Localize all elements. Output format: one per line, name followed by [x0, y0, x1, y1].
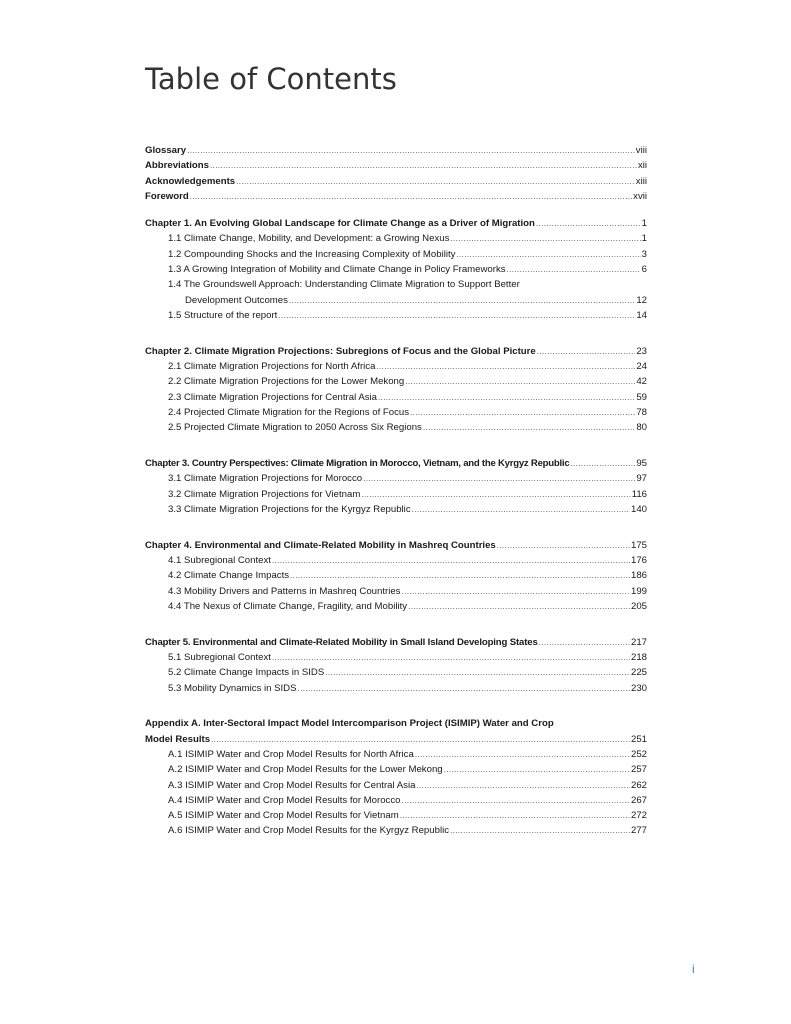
toc-section-label: 2.2 Climate Migration Projections for the Lower Mekong [168, 376, 405, 388]
toc-section-label: 4.4 The Nexus of Climate Change, Fragility, and Mobility [168, 600, 408, 612]
toc-entry-glossary[interactable] [145, 143, 647, 158]
toc-page-number: 251 [630, 733, 647, 745]
toc-section-1-1[interactable] [145, 231, 647, 246]
toc-page-number: 175 [630, 539, 647, 551]
toc-appendix-title: Appendix A. Inter-Sectoral Impact Model Intercomparison Project (ISIMIP) Water and Crop [145, 718, 554, 730]
dot-leader [401, 793, 630, 808]
toc-entry-label: Acknowledgements [145, 175, 236, 187]
toc-section-2-2[interactable] [145, 374, 647, 389]
toc-page-number: 205 [630, 600, 647, 612]
toc-page-number: 186 [630, 570, 647, 582]
toc-section-label: 1.2 Compounding Shocks and the Increasing Complexity of Mobility [168, 248, 456, 260]
toc-page-number: 272 [630, 810, 647, 822]
toc-page-number: 252 [630, 749, 647, 760]
dot-leader [408, 599, 630, 614]
dot-leader [272, 650, 630, 665]
toc-page-number: 140 [630, 503, 647, 515]
dot-leader [363, 471, 635, 486]
toc-section-5-2[interactable] [145, 665, 647, 680]
toc-section-a-2[interactable] [145, 762, 647, 777]
dot-leader [236, 174, 635, 189]
page-title: Table of Contents [145, 62, 397, 96]
toc-appendix-a-continued[interactable] [145, 732, 647, 747]
toc-section-2-3[interactable] [145, 390, 647, 405]
dot-leader [278, 308, 635, 323]
dot-leader [290, 568, 630, 583]
toc-section-label: 2.1 Climate Migration Projections for North Africa [168, 361, 376, 373]
toc-section-label: A.1 ISIMIP Water and Crop Model Results for North Africa [168, 749, 414, 760]
dot-leader [412, 502, 630, 517]
toc-chapter-2[interactable] [145, 344, 647, 359]
dot-leader [450, 231, 640, 246]
toc-section-a-4[interactable] [145, 793, 647, 808]
table-of-contents [145, 143, 647, 839]
toc-section-label: 3.1 Climate Migration Projections for Morocco [168, 473, 363, 485]
toc-chapter-5[interactable] [145, 635, 647, 650]
toc-section-label: A.3 ISIMIP Water and Crop Model Results for Central Asia [168, 779, 416, 791]
dot-leader [570, 456, 635, 471]
toc-section-a-5[interactable] [145, 808, 647, 823]
toc-page-number: 12 [636, 294, 647, 306]
toc-page-number: 97 [636, 473, 647, 485]
toc-page-number: 267 [630, 794, 647, 806]
dot-leader [539, 635, 630, 650]
toc-page-number: xii [637, 160, 647, 172]
toc-page-number: 176 [630, 555, 647, 567]
dot-leader [361, 487, 630, 502]
dot-leader [450, 823, 630, 838]
toc-section-label: 1.3 A Growing Integration of Mobility and Climate Change in Policy Frameworks [168, 264, 506, 276]
toc-section-3-3[interactable] [145, 502, 647, 517]
dot-leader [187, 143, 635, 158]
toc-page-number: 116 [631, 488, 647, 500]
toc-section-a-1[interactable] [145, 747, 647, 762]
toc-section-1-4[interactable] [145, 277, 647, 292]
dot-leader [415, 747, 630, 762]
dot-leader [400, 808, 630, 823]
toc-chapter-1[interactable] [145, 216, 647, 231]
toc-section-3-1[interactable] [145, 471, 647, 486]
toc-section-label: 4.3 Mobility Drivers and Patterns in Mashreq Countries [168, 585, 401, 597]
dot-leader [298, 681, 630, 696]
toc-page-number: 217 [630, 636, 647, 648]
toc-section-label: 2.5 Projected Climate Migration to 2050 Across Six Regions [168, 422, 422, 434]
toc-section-label: 5.2 Climate Change Impacts in SIDS [168, 667, 325, 679]
toc-chapter-title: Chapter 4. Environmental and Climate-Related Mobility in Mashreq Countries [145, 539, 496, 551]
toc-page-number: 24 [636, 361, 647, 373]
toc-chapter-title: Chapter 5. Environmental and Climate-Related Mobility in Small Island Developing States [145, 636, 538, 648]
toc-page-number: xvii [633, 190, 647, 202]
toc-page-number: 1 [641, 218, 647, 230]
dot-leader [325, 665, 630, 680]
toc-page-number: 218 [630, 652, 647, 664]
toc-section-a-3[interactable] [145, 778, 647, 793]
dot-leader [190, 189, 632, 204]
toc-section-label: 4.1 Subregional Context [168, 555, 271, 567]
dot-leader [507, 262, 641, 277]
toc-page-number: 199 [630, 585, 647, 597]
toc-section-label-continued: Development Outcomes [185, 294, 288, 306]
dot-leader [497, 538, 630, 553]
toc-section-label: 1.4 The Groundswell Approach: Understanding Climate Migration to Support Better [168, 279, 520, 291]
toc-section-2-5[interactable] [145, 420, 647, 435]
toc-page-number: viii [635, 145, 647, 156]
dot-leader [536, 216, 641, 231]
toc-appendix-a[interactable] [145, 716, 647, 731]
toc-entry-acknowledgements[interactable] [145, 174, 647, 189]
toc-section-4-2[interactable] [145, 568, 647, 583]
toc-section-label: 5.3 Mobility Dynamics in SIDS [168, 682, 297, 694]
toc-page-number: 6 [641, 264, 647, 276]
toc-section-5-3[interactable] [145, 681, 647, 696]
dot-leader [401, 584, 630, 599]
dot-leader [423, 420, 636, 435]
toc-section-label: 3.3 Climate Migration Projections for the Kyrgyz Republic [168, 503, 411, 515]
toc-section-label: A.2 ISIMIP Water and Crop Model Results for the Lower Mekong [168, 764, 443, 776]
toc-entry-foreword[interactable] [145, 189, 647, 204]
toc-section-1-3[interactable] [145, 262, 647, 277]
toc-page-number: 80 [636, 422, 647, 434]
toc-section-label: 1.1 Climate Change, Mobility, and Development: a Growing Nexus [168, 233, 450, 245]
toc-page-number: 257 [630, 764, 647, 776]
toc-section-label: 3.2 Climate Migration Projections for Vietnam [168, 488, 361, 500]
toc-page-number: 42 [636, 376, 647, 388]
toc-page-number: xiii [635, 175, 647, 187]
toc-section-1-4-continued[interactable] [145, 293, 647, 308]
toc-page-number: 1 [641, 233, 647, 245]
toc-section-4-3[interactable] [145, 584, 647, 599]
dot-leader [211, 732, 630, 747]
toc-page-number: 230 [630, 682, 647, 694]
toc-page-number: 59 [636, 391, 647, 403]
toc-section-label: A.5 ISIMIP Water and Crop Model Results for Vietnam [168, 810, 399, 822]
toc-section-1-2[interactable] [145, 247, 647, 262]
toc-section-label: 1.5 Structure of the report [168, 309, 278, 321]
dot-leader [289, 293, 635, 308]
toc-section-label: 5.1 Subregional Context [168, 652, 271, 664]
toc-chapter-title: Chapter 2. Climate Migration Projections: Subregions of Focus and the Global Picture [145, 345, 536, 357]
toc-page-number: 95 [636, 458, 647, 470]
toc-chapter-title: Chapter 3. Country Perspectives: Climate Migration in Morocco, Vietnam, and the Kyrgyz Republic [145, 458, 570, 470]
toc-section-label: 4.2 Climate Change Impacts [168, 570, 290, 582]
toc-chapter-4[interactable] [145, 538, 647, 553]
toc-section-label: 2.4 Projected Climate Migration for the Regions of Focus [168, 406, 410, 418]
toc-appendix-title-continued: Model Results [145, 733, 211, 745]
dot-leader [416, 778, 630, 793]
toc-entry-label: Foreword [145, 190, 189, 202]
dot-leader [405, 374, 635, 389]
toc-section-label: 2.3 Climate Migration Projections for Central Asia [168, 391, 378, 403]
toc-page-number: 277 [630, 825, 647, 837]
dot-leader [376, 359, 635, 374]
dot-leader [272, 553, 630, 568]
toc-page-number: 23 [636, 345, 647, 357]
toc-section-label: A.4 ISIMIP Water and Crop Model Results for Morocco [168, 794, 401, 806]
dot-leader [456, 247, 640, 262]
toc-page-number: 14 [636, 309, 647, 321]
toc-section-4-1[interactable] [145, 553, 647, 568]
toc-page-number: 262 [630, 779, 647, 791]
toc-chapter-3[interactable] [145, 456, 647, 471]
dot-leader [444, 762, 630, 777]
dot-leader [210, 158, 637, 173]
dot-leader [537, 344, 636, 359]
toc-page-number: 78 [636, 406, 647, 418]
toc-chapter-title: Chapter 1. An Evolving Global Landscape for Climate Change as a Driver of Migration [145, 218, 535, 230]
toc-section-a-6[interactable] [145, 823, 647, 838]
dot-leader [410, 405, 635, 420]
toc-entry-abbreviations[interactable] [145, 158, 647, 173]
toc-section-1-5[interactable] [145, 308, 647, 323]
dot-leader [378, 390, 635, 405]
toc-entry-label: Abbreviations [145, 160, 209, 172]
toc-section-3-2[interactable] [145, 487, 647, 502]
toc-section-2-1[interactable] [145, 359, 647, 374]
toc-entry-label: Glossary [145, 145, 187, 156]
page-number-folio: i [692, 962, 695, 976]
toc-section-5-1[interactable] [145, 650, 647, 665]
toc-section-2-4[interactable] [145, 405, 647, 420]
toc-page-number: 225 [630, 667, 647, 679]
toc-section-4-4[interactable] [145, 599, 647, 614]
toc-section-label: A.6 ISIMIP Water and Crop Model Results for the Kyrgyz Republic [168, 825, 450, 837]
toc-page-number: 3 [641, 248, 647, 260]
